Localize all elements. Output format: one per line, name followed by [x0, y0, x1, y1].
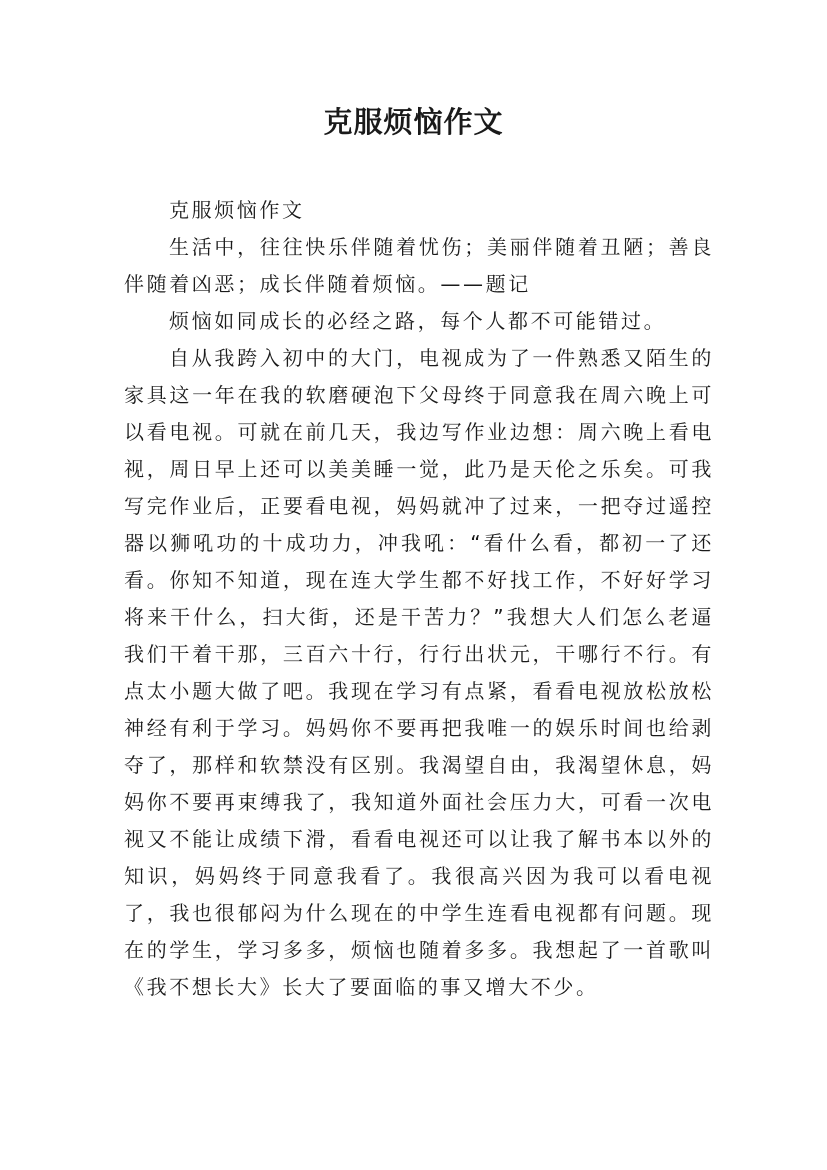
document-body — [124, 192, 714, 1006]
paragraph-epigraph: 生活中，往往快乐伴随着忧伤；美丽伴随着丑陋；善良伴随着凶恶；成长伴随着烦恼。——题记 — [124, 235, 714, 296]
paragraph-main: 自从我跨入初中的大门，电视成为了一件熟悉又陌生的家具这一年在我的软磨硬泡下父母终于同意我在周六晚上可以看电视。可就在前几天，我边写作业边想：周六晚上看电视，周日早上还可以美美睡一觉，此乃是天伦之乐矣。可我写完作业后，正要看电视，妈妈就冲了过来，一把夺过遥控器以狮吼功的十成功力，冲我吼：“看什么看，都初一了还看。你知不知道，现在连大学生都不好找工作，不好好学习将来干什么，扫大街，还是干苦力？”我想大人们怎么老逼我们干着干那，三百六十行，行行出状元，干哪行不行。有点太小题大做了吧。我现在学习有点紧，看看电视放松放松神经有利于学习。妈妈你不要再把我唯一的娱乐时间也给剥夺了，那样和软禁没有区别。我渴望自由，我渴望休息，妈妈你不要再束缚我了，我知道外面社会压力大，可看一次电视又不能让成绩下滑，看看电视还可以让我了解书本以外的知识，妈妈终于同意我看了。我很高兴因为我可以看电视了，我也很郁闷为什么现在的中学生连看电视都有问题。现在的学生，学习多多，烦恼也随着多多。我想起了一首歌叫《我不想长大》长大了要面临的事又增大不少。 — [124, 346, 714, 999]
document-title: 克服烦恼作文 — [323, 105, 504, 139]
paragraph-intro: 烦恼如同成长的必经之路，每个人都不可能错过。 — [169, 309, 667, 333]
paragraph-heading: 克服烦恼作文 — [169, 198, 305, 222]
